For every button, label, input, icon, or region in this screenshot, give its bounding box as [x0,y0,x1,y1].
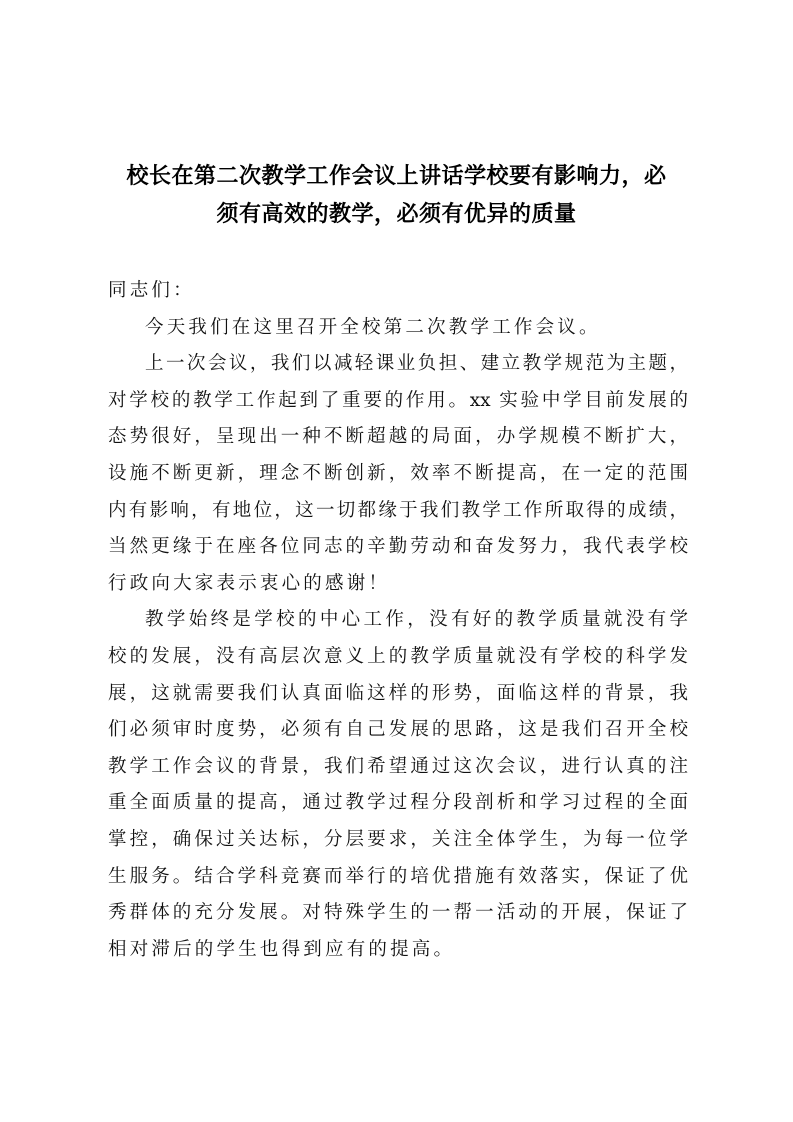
paragraph-line: 当然更缘于在座各位同志的辛勤劳动和奋发努力，我代表学校 [108,536,688,558]
paragraph-line: 上一次会议，我们以减轻课业负担、建立教学规范为主题， [145,353,688,375]
body-lines [108,310,688,969]
paragraph-line: 秀群体的充分发展。对特殊学生的一帮一活动的开展，保证了 [108,902,688,924]
paragraph-line: 们必须审时度势，必须有自己发展的思路，这是我们召开全校 [108,719,688,741]
title-line-1: 校长在第二次教学工作会议上讲话学校要有影响力，必 [126,164,667,189]
paragraph-line: 教学工作会议的背景，我们希望通过这次会议，进行认真的注 [108,755,688,777]
paragraph-line: 对学校的教学工作起到了重要的作用。xx 实验中学目前发展的 [108,389,688,411]
paragraph-line: 内有影响，有地位，这一切都缘于我们教学工作所取得的成绩， [108,499,688,521]
title-line-2: 须有高效的教学，必须有优异的质量 [216,202,577,227]
document-body [108,273,688,968]
paragraph-line: 态势很好，呈现出一种不断超越的局面，办学规模不断扩大， [108,426,688,448]
paragraph-line: 行政向大家表示衷心的感谢！ [108,572,391,594]
paragraph-line: 生服务。结合学科竞赛而举行的培优措施有效落实，保证了优 [108,865,688,887]
paragraph-line: 设施不断更新，理念不断创新，效率不断提高，在一定的范围 [108,462,688,484]
salutation: 同志们： [108,280,195,301]
paragraph-line: 重全面质量的提高，通过教学过程分段剖析和学习过程的全面 [108,792,688,814]
paragraph-line: 展，这就需要我们认真面临这样的形势，面临这样的背景，我 [108,682,688,704]
document-title [90,158,703,234]
paragraph-line: 教学始终是学校的中心工作，没有好的教学质量就没有学 [145,609,688,631]
paragraph-line: 掌控，确保过关达标，分层要求，关注全体学生，为每一位学 [108,828,688,850]
paragraph-line: 校的发展，没有高层次意义上的教学质量就没有学校的科学发 [108,645,688,667]
paragraph-line: 相对滞后的学生也得到应有的提高。 [108,938,456,960]
paragraph-line: 今天我们在这里召开全校第二次教学工作会议。 [145,316,601,338]
